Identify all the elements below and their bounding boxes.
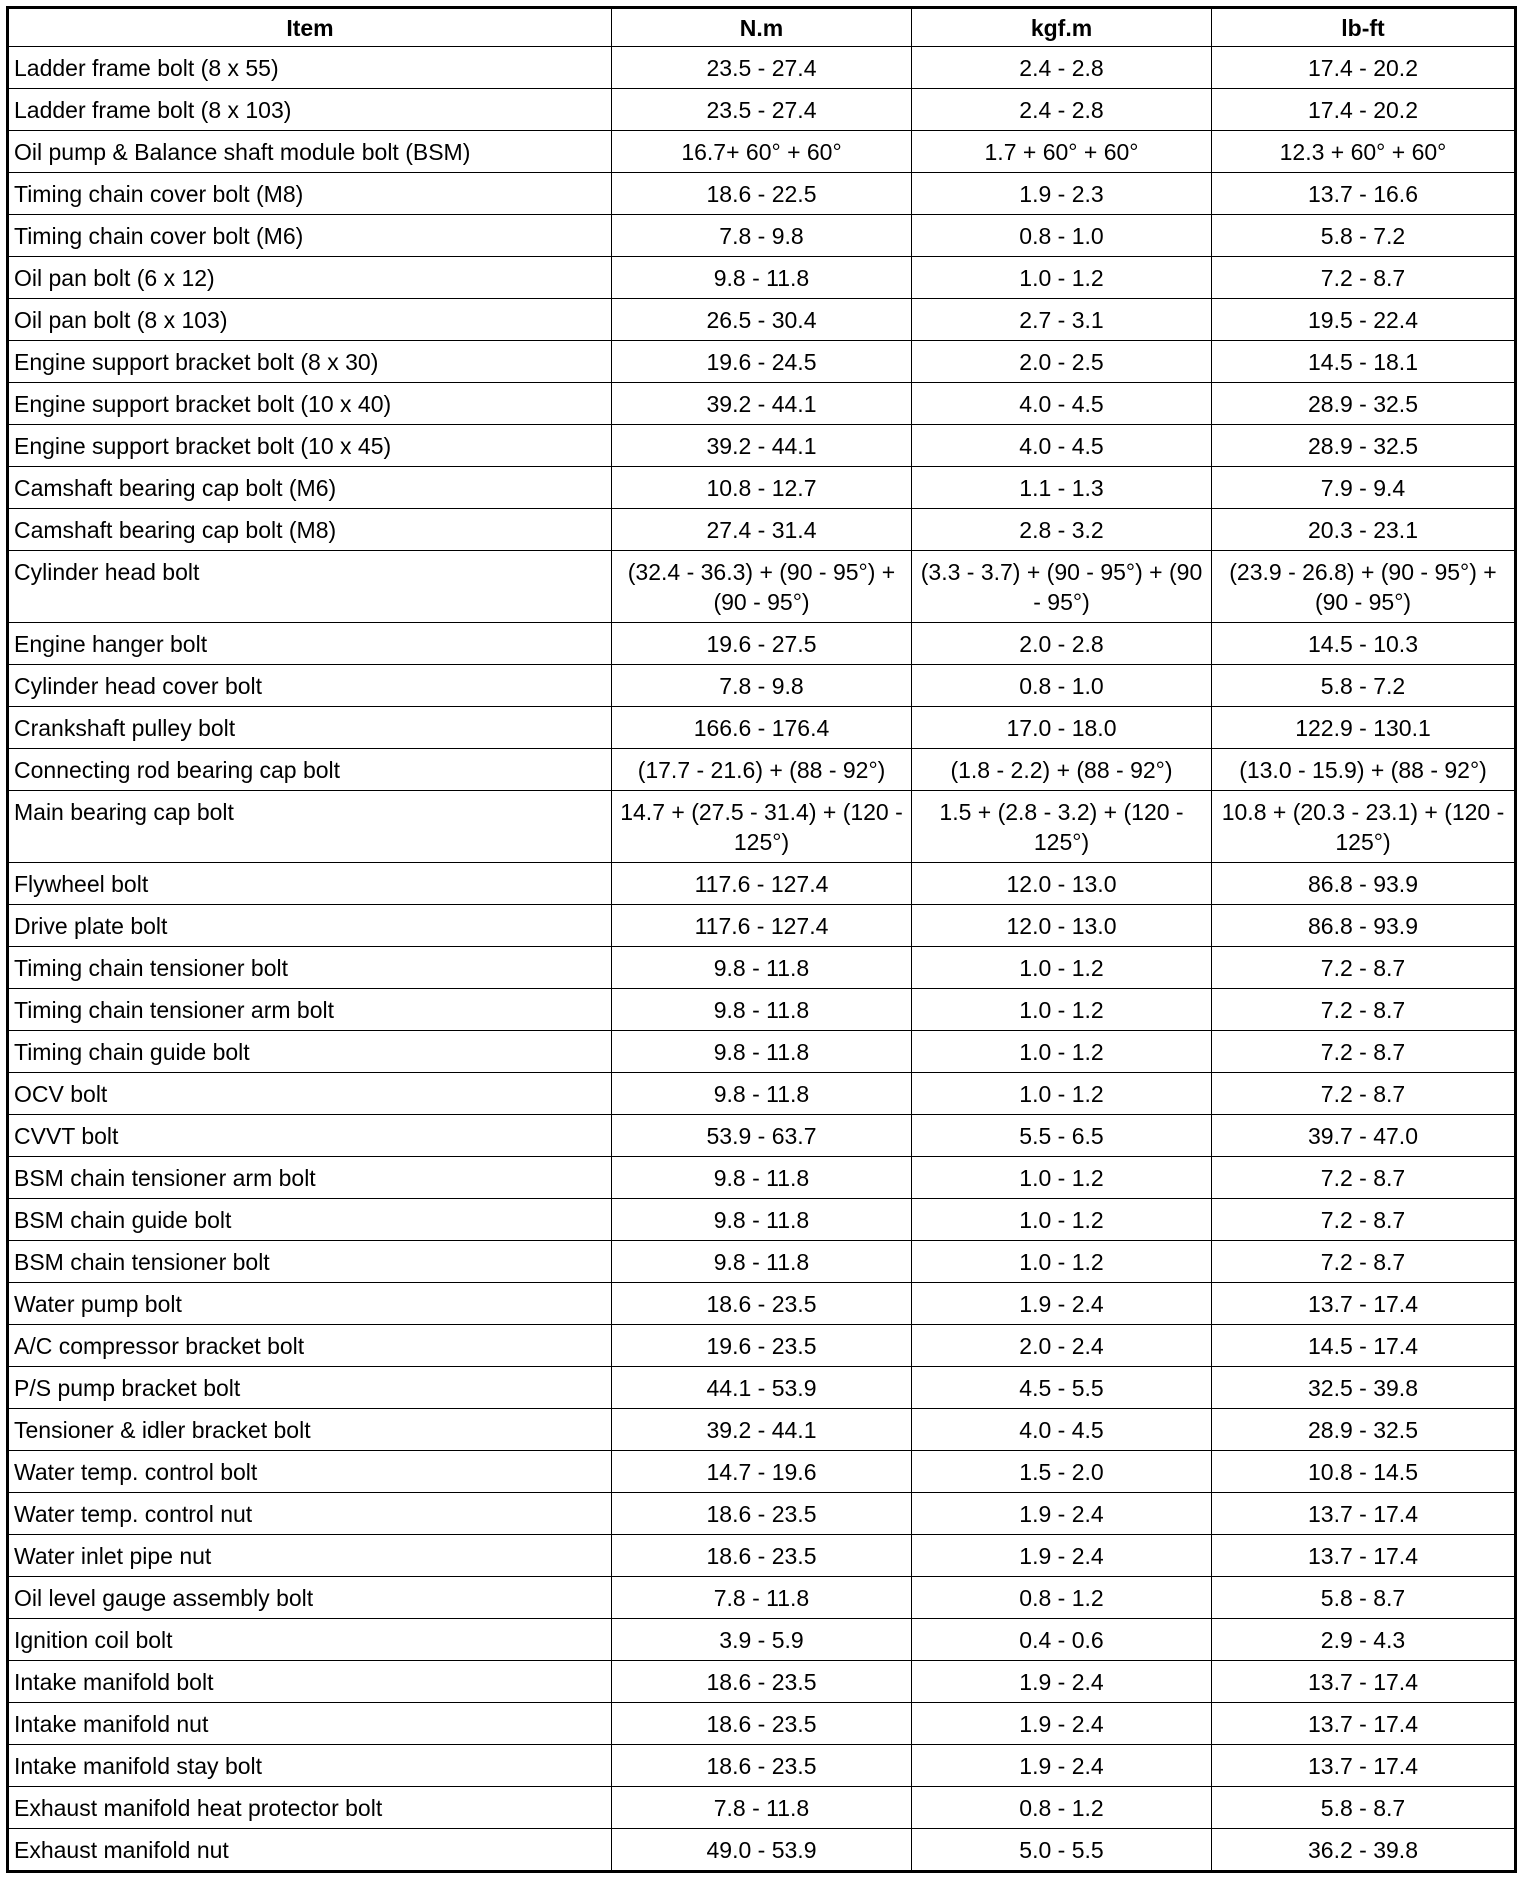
nm-cell: 18.6 - 22.5 [612, 173, 912, 215]
item-cell: Oil pan bolt (6 x 12) [8, 257, 612, 299]
lbft-cell: 13.7 - 17.4 [1212, 1535, 1516, 1577]
table-row [8, 1199, 1516, 1241]
item-cell: Crankshaft pulley bolt [8, 707, 612, 749]
lbft-cell: 13.7 - 17.4 [1212, 1661, 1516, 1703]
item-cell: Ladder frame bolt (8 x 55) [8, 47, 612, 89]
table-row [8, 1787, 1516, 1829]
lbft-cell: 7.2 - 8.7 [1212, 257, 1516, 299]
nm-cell: 16.7+ 60° + 60° [612, 131, 912, 173]
table-row [8, 383, 1516, 425]
item-cell: Timing chain tensioner bolt [8, 947, 612, 989]
nm-cell: 14.7 + (27.5 - 31.4) + (120 - 125°) [612, 791, 912, 863]
table-row [8, 1829, 1516, 1872]
kgfm-cell: 0.8 - 1.2 [912, 1787, 1212, 1829]
table-row [8, 215, 1516, 257]
lbft-cell: 86.8 - 93.9 [1212, 863, 1516, 905]
item-cell: Tensioner & idler bracket bolt [8, 1409, 612, 1451]
column-header-lbft: lb-ft [1212, 8, 1516, 47]
nm-cell: (32.4 - 36.3) + (90 - 95°) + (90 - 95°) [612, 551, 912, 623]
lbft-cell: 14.5 - 17.4 [1212, 1325, 1516, 1367]
torque-spec-table [6, 6, 1517, 1873]
nm-cell: 9.8 - 11.8 [612, 1199, 912, 1241]
table-row [8, 1661, 1516, 1703]
lbft-cell: 122.9 - 130.1 [1212, 707, 1516, 749]
nm-cell: 166.6 - 176.4 [612, 707, 912, 749]
lbft-cell: 7.2 - 8.7 [1212, 1073, 1516, 1115]
item-cell: Intake manifold nut [8, 1703, 612, 1745]
lbft-cell: 10.8 + (20.3 - 23.1) + (120 - 125°) [1212, 791, 1516, 863]
item-cell: Intake manifold bolt [8, 1661, 612, 1703]
nm-cell: 23.5 - 27.4 [612, 89, 912, 131]
table-row [8, 665, 1516, 707]
nm-cell: 49.0 - 53.9 [612, 1829, 912, 1872]
lbft-cell: 17.4 - 20.2 [1212, 89, 1516, 131]
kgfm-cell: 2.0 - 2.8 [912, 623, 1212, 665]
nm-cell: 44.1 - 53.9 [612, 1367, 912, 1409]
kgfm-cell: 1.0 - 1.2 [912, 1199, 1212, 1241]
nm-cell: 18.6 - 23.5 [612, 1535, 912, 1577]
lbft-cell: 28.9 - 32.5 [1212, 1409, 1516, 1451]
table-row [8, 1409, 1516, 1451]
nm-cell: 9.8 - 11.8 [612, 989, 912, 1031]
kgfm-cell: 1.1 - 1.3 [912, 467, 1212, 509]
nm-cell: 7.8 - 11.8 [612, 1787, 912, 1829]
lbft-cell: 5.8 - 7.2 [1212, 215, 1516, 257]
table-row [8, 1157, 1516, 1199]
table-row [8, 509, 1516, 551]
kgfm-cell: 2.0 - 2.5 [912, 341, 1212, 383]
kgfm-cell: 1.0 - 1.2 [912, 1241, 1212, 1283]
item-cell: Engine support bracket bolt (10 x 45) [8, 425, 612, 467]
lbft-cell: 7.2 - 8.7 [1212, 1031, 1516, 1073]
lbft-cell: 14.5 - 18.1 [1212, 341, 1516, 383]
nm-cell: 39.2 - 44.1 [612, 383, 912, 425]
nm-cell: 3.9 - 5.9 [612, 1619, 912, 1661]
lbft-cell: 7.2 - 8.7 [1212, 947, 1516, 989]
nm-cell: 18.6 - 23.5 [612, 1283, 912, 1325]
lbft-cell: 28.9 - 32.5 [1212, 425, 1516, 467]
kgfm-cell: 2.7 - 3.1 [912, 299, 1212, 341]
item-cell: Flywheel bolt [8, 863, 612, 905]
item-cell: CVVT bolt [8, 1115, 612, 1157]
lbft-cell: 32.5 - 39.8 [1212, 1367, 1516, 1409]
lbft-cell: 7.2 - 8.7 [1212, 1241, 1516, 1283]
lbft-cell: 13.7 - 16.6 [1212, 173, 1516, 215]
kgfm-cell: 17.0 - 18.0 [912, 707, 1212, 749]
table-row [8, 707, 1516, 749]
item-cell: Connecting rod bearing cap bolt [8, 749, 612, 791]
kgfm-cell: 1.7 + 60° + 60° [912, 131, 1212, 173]
table-row [8, 1535, 1516, 1577]
item-cell: Timing chain cover bolt (M8) [8, 173, 612, 215]
kgfm-cell: 1.9 - 2.4 [912, 1745, 1212, 1787]
table-row [8, 1073, 1516, 1115]
nm-cell: 10.8 - 12.7 [612, 467, 912, 509]
table-row [8, 1451, 1516, 1493]
item-cell: Oil level gauge assembly bolt [8, 1577, 612, 1619]
table-row [8, 989, 1516, 1031]
kgfm-cell: 12.0 - 13.0 [912, 863, 1212, 905]
table-row [8, 1115, 1516, 1157]
lbft-cell: 7.2 - 8.7 [1212, 1157, 1516, 1199]
nm-cell: 26.5 - 30.4 [612, 299, 912, 341]
table-row [8, 341, 1516, 383]
item-cell: BSM chain tensioner arm bolt [8, 1157, 612, 1199]
kgfm-cell: 4.0 - 4.5 [912, 1409, 1212, 1451]
lbft-cell: 5.8 - 8.7 [1212, 1787, 1516, 1829]
lbft-cell: 13.7 - 17.4 [1212, 1703, 1516, 1745]
nm-cell: 9.8 - 11.8 [612, 1157, 912, 1199]
item-cell: Water inlet pipe nut [8, 1535, 612, 1577]
item-cell: Water temp. control bolt [8, 1451, 612, 1493]
item-cell: Camshaft bearing cap bolt (M6) [8, 467, 612, 509]
item-cell: OCV bolt [8, 1073, 612, 1115]
table-row [8, 425, 1516, 467]
item-cell: Cylinder head bolt [8, 551, 612, 623]
nm-cell: 14.7 - 19.6 [612, 1451, 912, 1493]
lbft-cell: (13.0 - 15.9) + (88 - 92°) [1212, 749, 1516, 791]
kgfm-cell: 0.8 - 1.2 [912, 1577, 1212, 1619]
nm-cell: 9.8 - 11.8 [612, 947, 912, 989]
table-body [8, 47, 1516, 1872]
nm-cell: 19.6 - 24.5 [612, 341, 912, 383]
table-row [8, 623, 1516, 665]
item-cell: Water pump bolt [8, 1283, 612, 1325]
table-row [8, 749, 1516, 791]
nm-cell: 19.6 - 27.5 [612, 623, 912, 665]
nm-cell: 9.8 - 11.8 [612, 1031, 912, 1073]
lbft-cell: 10.8 - 14.5 [1212, 1451, 1516, 1493]
lbft-cell: 2.9 - 4.3 [1212, 1619, 1516, 1661]
nm-cell: 18.6 - 23.5 [612, 1493, 912, 1535]
kgfm-cell: 1.9 - 2.4 [912, 1661, 1212, 1703]
kgfm-cell: 1.9 - 2.4 [912, 1493, 1212, 1535]
lbft-cell: 7.2 - 8.7 [1212, 989, 1516, 1031]
table-row [8, 1619, 1516, 1661]
item-cell: A/C compressor bracket bolt [8, 1325, 612, 1367]
kgfm-cell: 1.9 - 2.4 [912, 1535, 1212, 1577]
item-cell: Engine hanger bolt [8, 623, 612, 665]
kgfm-cell: 0.4 - 0.6 [912, 1619, 1212, 1661]
nm-cell: 117.6 - 127.4 [612, 905, 912, 947]
table-row [8, 791, 1516, 863]
nm-cell: 9.8 - 11.8 [612, 257, 912, 299]
nm-cell: 117.6 - 127.4 [612, 863, 912, 905]
nm-cell: 23.5 - 27.4 [612, 47, 912, 89]
table-row [8, 1703, 1516, 1745]
lbft-cell: (23.9 - 26.8) + (90 - 95°) + (90 - 95°) [1212, 551, 1516, 623]
item-cell: Drive plate bolt [8, 905, 612, 947]
item-cell: Ignition coil bolt [8, 1619, 612, 1661]
item-cell: Timing chain cover bolt (M6) [8, 215, 612, 257]
nm-cell: 39.2 - 44.1 [612, 1409, 912, 1451]
lbft-cell: 13.7 - 17.4 [1212, 1283, 1516, 1325]
lbft-cell: 17.4 - 20.2 [1212, 47, 1516, 89]
kgfm-cell: 2.8 - 3.2 [912, 509, 1212, 551]
item-cell: Ladder frame bolt (8 x 103) [8, 89, 612, 131]
table-row [8, 1325, 1516, 1367]
kgfm-cell: 1.9 - 2.4 [912, 1283, 1212, 1325]
kgfm-cell: 12.0 - 13.0 [912, 905, 1212, 947]
kgfm-cell: 1.5 - 2.0 [912, 1451, 1212, 1493]
item-cell: Water temp. control nut [8, 1493, 612, 1535]
table-row [8, 1241, 1516, 1283]
lbft-cell: 20.3 - 23.1 [1212, 509, 1516, 551]
kgfm-cell: 2.4 - 2.8 [912, 47, 1212, 89]
item-cell: Cylinder head cover bolt [8, 665, 612, 707]
table-row [8, 1577, 1516, 1619]
kgfm-cell: 0.8 - 1.0 [912, 665, 1212, 707]
kgfm-cell: 1.0 - 1.2 [912, 1157, 1212, 1199]
lbft-cell: 86.8 - 93.9 [1212, 905, 1516, 947]
table-row [8, 1283, 1516, 1325]
kgfm-cell: 1.0 - 1.2 [912, 257, 1212, 299]
header-row [8, 8, 1516, 47]
kgfm-cell: 4.0 - 4.5 [912, 383, 1212, 425]
nm-cell: 9.8 - 11.8 [612, 1241, 912, 1283]
nm-cell: 18.6 - 23.5 [612, 1745, 912, 1787]
kgfm-cell: 5.0 - 5.5 [912, 1829, 1212, 1872]
kgfm-cell: 4.5 - 5.5 [912, 1367, 1212, 1409]
kgfm-cell: 1.9 - 2.4 [912, 1703, 1212, 1745]
table-row [8, 299, 1516, 341]
table-row [8, 257, 1516, 299]
kgfm-cell: 1.0 - 1.2 [912, 1031, 1212, 1073]
lbft-cell: 7.2 - 8.7 [1212, 1199, 1516, 1241]
item-cell: Oil pan bolt (8 x 103) [8, 299, 612, 341]
item-cell: BSM chain tensioner bolt [8, 1241, 612, 1283]
table-row [8, 863, 1516, 905]
table-row [8, 905, 1516, 947]
lbft-cell: 5.8 - 7.2 [1212, 665, 1516, 707]
table-row [8, 551, 1516, 623]
lbft-cell: 5.8 - 8.7 [1212, 1577, 1516, 1619]
nm-cell: 39.2 - 44.1 [612, 425, 912, 467]
kgfm-cell: 5.5 - 6.5 [912, 1115, 1212, 1157]
table-row [8, 173, 1516, 215]
table-row [8, 1745, 1516, 1787]
kgfm-cell: 2.0 - 2.4 [912, 1325, 1212, 1367]
item-cell: BSM chain guide bolt [8, 1199, 612, 1241]
kgfm-cell: 1.0 - 1.2 [912, 989, 1212, 1031]
item-cell: Exhaust manifold nut [8, 1829, 612, 1872]
nm-cell: (17.7 - 21.6) + (88 - 92°) [612, 749, 912, 791]
item-cell: Timing chain tensioner arm bolt [8, 989, 612, 1031]
table-row [8, 1493, 1516, 1535]
nm-cell: 7.8 - 11.8 [612, 1577, 912, 1619]
nm-cell: 18.6 - 23.5 [612, 1661, 912, 1703]
lbft-cell: 7.9 - 9.4 [1212, 467, 1516, 509]
table-row [8, 467, 1516, 509]
item-cell: Main bearing cap bolt [8, 791, 612, 863]
kgfm-cell: (3.3 - 3.7) + (90 - 95°) + (90 - 95°) [912, 551, 1212, 623]
kgfm-cell: 2.4 - 2.8 [912, 89, 1212, 131]
item-cell: Exhaust manifold heat protector bolt [8, 1787, 612, 1829]
column-header-nm: N.m [612, 8, 912, 47]
nm-cell: 9.8 - 11.8 [612, 1073, 912, 1115]
kgfm-cell: 0.8 - 1.0 [912, 215, 1212, 257]
lbft-cell: 28.9 - 32.5 [1212, 383, 1516, 425]
table-header [8, 8, 1516, 47]
lbft-cell: 36.2 - 39.8 [1212, 1829, 1516, 1872]
column-header-kgfm: kgf.m [912, 8, 1212, 47]
nm-cell: 27.4 - 31.4 [612, 509, 912, 551]
item-cell: P/S pump bracket bolt [8, 1367, 612, 1409]
nm-cell: 53.9 - 63.7 [612, 1115, 912, 1157]
item-cell: Oil pump & Balance shaft module bolt (BSM) [8, 131, 612, 173]
lbft-cell: 19.5 - 22.4 [1212, 299, 1516, 341]
lbft-cell: 12.3 + 60° + 60° [1212, 131, 1516, 173]
item-cell: Timing chain guide bolt [8, 1031, 612, 1073]
lbft-cell: 13.7 - 17.4 [1212, 1745, 1516, 1787]
lbft-cell: 39.7 - 47.0 [1212, 1115, 1516, 1157]
lbft-cell: 14.5 - 10.3 [1212, 623, 1516, 665]
kgfm-cell: (1.8 - 2.2) + (88 - 92°) [912, 749, 1212, 791]
column-header-item: Item [8, 8, 612, 47]
kgfm-cell: 4.0 - 4.5 [912, 425, 1212, 467]
item-cell: Intake manifold stay bolt [8, 1745, 612, 1787]
lbft-cell: 13.7 - 17.4 [1212, 1493, 1516, 1535]
kgfm-cell: 1.5 + (2.8 - 3.2) + (120 - 125°) [912, 791, 1212, 863]
item-cell: Camshaft bearing cap bolt (M8) [8, 509, 612, 551]
nm-cell: 18.6 - 23.5 [612, 1703, 912, 1745]
kgfm-cell: 1.0 - 1.2 [912, 1073, 1212, 1115]
nm-cell: 7.8 - 9.8 [612, 665, 912, 707]
table-row [8, 1367, 1516, 1409]
item-cell: Engine support bracket bolt (10 x 40) [8, 383, 612, 425]
table-row [8, 1031, 1516, 1073]
kgfm-cell: 1.9 - 2.3 [912, 173, 1212, 215]
table-row [8, 47, 1516, 89]
table-row [8, 89, 1516, 131]
kgfm-cell: 1.0 - 1.2 [912, 947, 1212, 989]
table-row [8, 131, 1516, 173]
nm-cell: 7.8 - 9.8 [612, 215, 912, 257]
table-row [8, 947, 1516, 989]
item-cell: Engine support bracket bolt (8 x 30) [8, 341, 612, 383]
nm-cell: 19.6 - 23.5 [612, 1325, 912, 1367]
